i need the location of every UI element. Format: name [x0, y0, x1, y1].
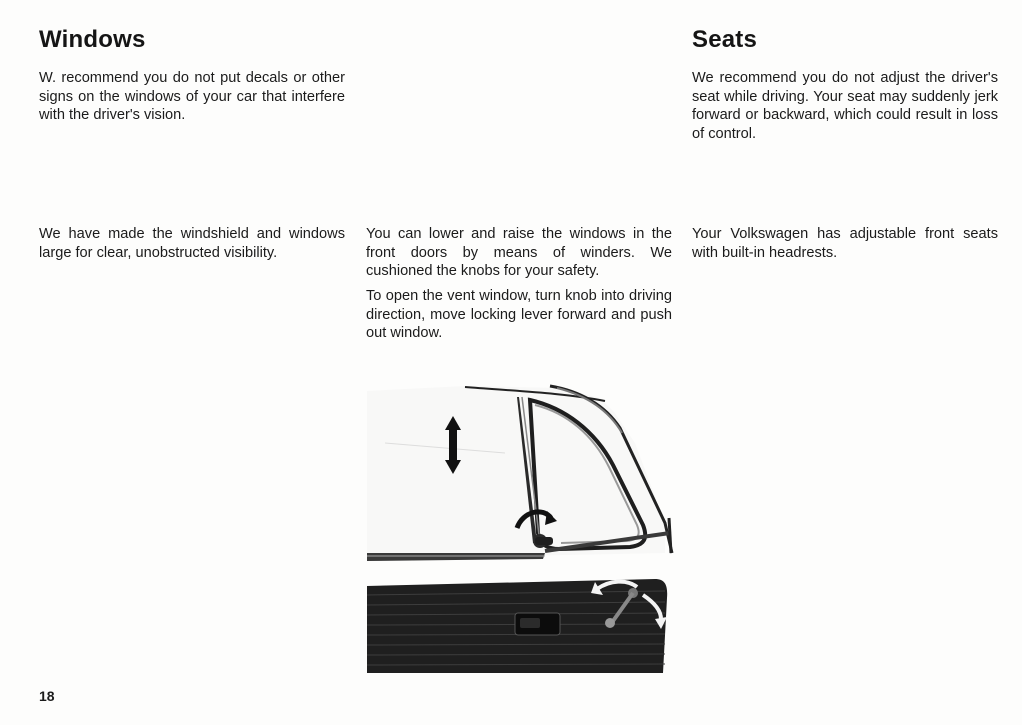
car-door-illustration: [365, 383, 674, 675]
seats-warning-paragraph: We recommend you do not adjust the driver's seat while driving. Your seat may suddenly jerk forward or backward, which could result in loss of control.: [692, 70, 998, 142]
windows-intro-paragraph: W. recommend you do not put decals or other signs on the windows of your car that interfere with the driver's vision.: [39, 70, 345, 124]
windshield-paragraph: We have made the windshield and windows large for clear, unobstructed visibility.: [39, 226, 345, 261]
page-number: 18: [39, 688, 55, 704]
seats-adjustable-paragraph: Your Volkswagen has adjustable front seats with built-in headrests.: [692, 226, 998, 261]
winders-paragraph: You can lower and raise the windows in the front doors by means of winders. We cushioned the knobs for your safety.: [366, 226, 672, 280]
vent-window-paragraph: To open the vent window, turn knob into driving direction, move locking lever forward and push out window.: [366, 288, 672, 342]
seats-heading: Seats: [692, 26, 758, 53]
windows-heading: Windows: [39, 26, 146, 53]
